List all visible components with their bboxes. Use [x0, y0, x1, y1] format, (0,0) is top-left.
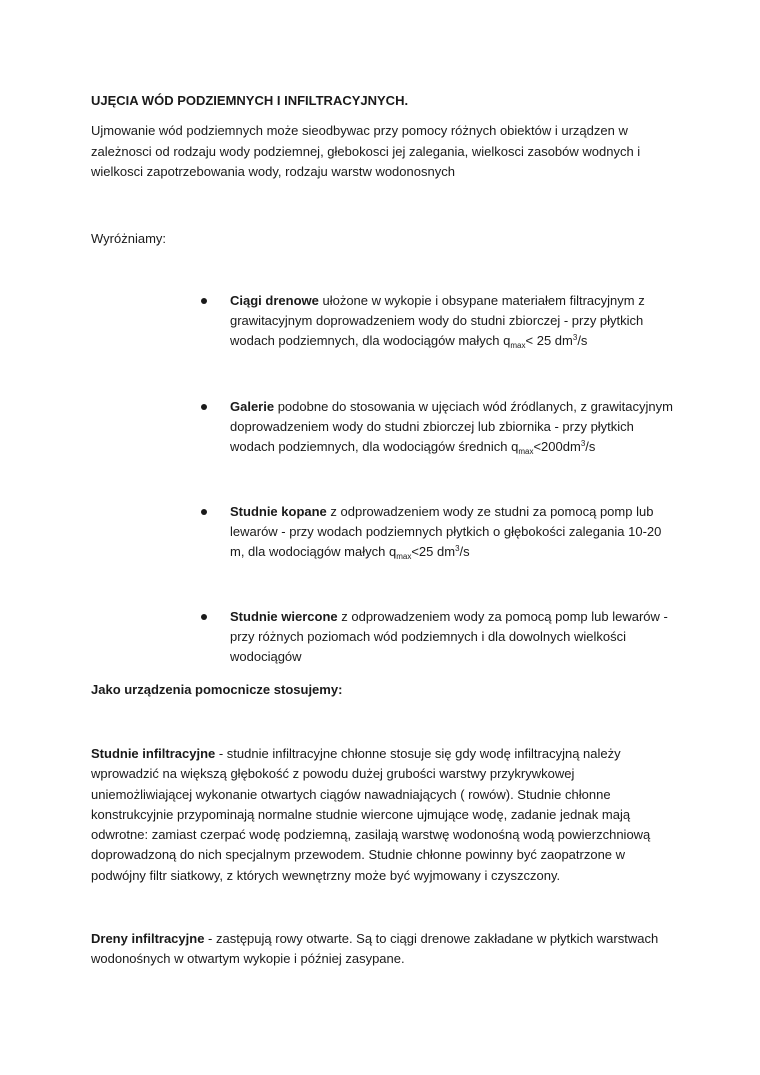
paragraph-line: doprowadzoną do nich specjalnym przewodem. Studnie chłonne powinny być zaopatrzone w	[91, 847, 626, 862]
dreny-infiltracyjne-line-1	[91, 929, 658, 949]
intro-line-2: zależnosci od rodzaju wody podziemnej, głebokosci jej zalegania, wielkosci zasobów wodnych i	[91, 144, 641, 159]
bullet-text: przy różnych poziomach wód podziemnych i dla dowolnych wielkości	[230, 629, 626, 644]
bullet-text: m, dla wodociągów małych q	[230, 544, 397, 559]
paragraph-line: podwójny filtr siatkowy, z których wewnętrzny może być wyjmowany i czyszczony.	[91, 868, 561, 883]
bullet-text: wodach podziemnych, dla wodociągów małych q	[230, 333, 511, 348]
bullet-text: wodociągów	[230, 649, 302, 664]
bullet-text: <25 dm	[411, 544, 456, 559]
bullet-dot	[201, 509, 207, 515]
intro-line-3: wielkosci zapotrzebowania wody, rodzaju warstw wodonosnych	[91, 164, 455, 179]
bullet-text: doprowadzeniem wody do studni zbiorczej lub zbiornika - przy płytkich	[230, 419, 634, 434]
bullet-item-studnie-wiercone	[230, 607, 680, 667]
bullet-term: Galerie	[230, 399, 275, 414]
bullet-term: Ciągi drenowe	[230, 293, 319, 308]
paragraph-term: Studnie infiltracyjne	[91, 746, 216, 761]
paragraph-line: wprowadzić na większą głębokość z powodu dużej grubości warstwy przykrywkowej	[91, 766, 575, 781]
bullet-text: ułożone w wykopie i obsypane materiałem filtracyjnym z	[318, 293, 645, 308]
bullet-text: < 25 dm	[525, 333, 573, 348]
paragraph-text: - studnie infiltracyjne chłonne stosuje się gdy wodę infiltracyjną należy	[215, 746, 621, 761]
superscript: 3	[580, 439, 586, 448]
bullet-item-studnie-kopane	[230, 502, 680, 562]
bullet-text: wodach podziemnych, dla wodociągów średnich q	[230, 439, 519, 454]
bullet-text: z odprowadzeniem wody ze studni za pomocą pomp lub	[326, 504, 654, 519]
intro-line-1: Ujmowanie wód podziemnych może sieodbywac przy pomocy różnych obiektów i urządzen w	[91, 123, 628, 138]
wyrozniamy-label: Wyróżniamy:	[91, 231, 167, 246]
subscript: max	[396, 552, 412, 561]
bullet-text: z odprowadzeniem wody za pomocą pomp lub lewarów -	[337, 609, 668, 624]
subscript: max	[518, 447, 534, 456]
bullet-item-ciagi-drenowe	[230, 291, 680, 351]
bullet-dot	[201, 298, 207, 304]
bullet-item-galerie	[230, 397, 680, 457]
bullet-text: podobne do stosowania w ujęciach wód źródlanych, z grawitacyjnym	[274, 399, 673, 414]
bullet-text: grawitacyjnym doprowadzeniem wody do studni zbiorczej - przy płytkich	[230, 313, 644, 328]
subscript: max	[510, 341, 526, 350]
bullet-text: /s	[459, 544, 470, 559]
aux-heading: Jako urządzenia pomocnicze stosujemy:	[91, 682, 343, 697]
bullet-text: <200dm	[533, 439, 581, 454]
bullet-term: Studnie kopane	[230, 504, 327, 519]
studnie-infiltracyjne-line-1	[91, 744, 621, 764]
document-title: UJĘCIA WÓD PODZIEMNYCH I INFILTRACYJNYCH.	[91, 93, 409, 108]
paragraph-term: Dreny infiltracyjne	[91, 931, 205, 946]
paragraph-line: wodonośnych w otwartym wykopie i później zasypane.	[91, 951, 405, 966]
paragraph-line: uniemożliwiającej wykonanie otwartych ciągów nawadniających ( rowów). Studnie chłonne	[91, 787, 611, 802]
paragraph-line: konstrukcyjnie przypominają normalne studnie wiercone ujmujące wodę, zadanie jednak mają	[91, 807, 631, 822]
bullet-term: Studnie wiercone	[230, 609, 338, 624]
paragraph-text: - zastępują rowy otwarte. Są to ciągi drenowe zakładane w płytkich warstwach	[204, 931, 659, 946]
paragraph-line: odwrotne: zamiast czerpać wodę podziemną, zasilają warstwę wodonośną wodą powierzchniową	[91, 827, 651, 842]
bullet-dot	[201, 614, 207, 620]
superscript: 3	[572, 333, 578, 342]
bullet-text: /s	[585, 439, 596, 454]
superscript: 3	[455, 544, 460, 553]
bullet-text: lewarów - przy wodach podziemnych płytkich o głębokości zalegania 10-20	[230, 524, 662, 539]
bullet-text: /s	[577, 333, 588, 348]
bullet-dot	[201, 404, 207, 410]
